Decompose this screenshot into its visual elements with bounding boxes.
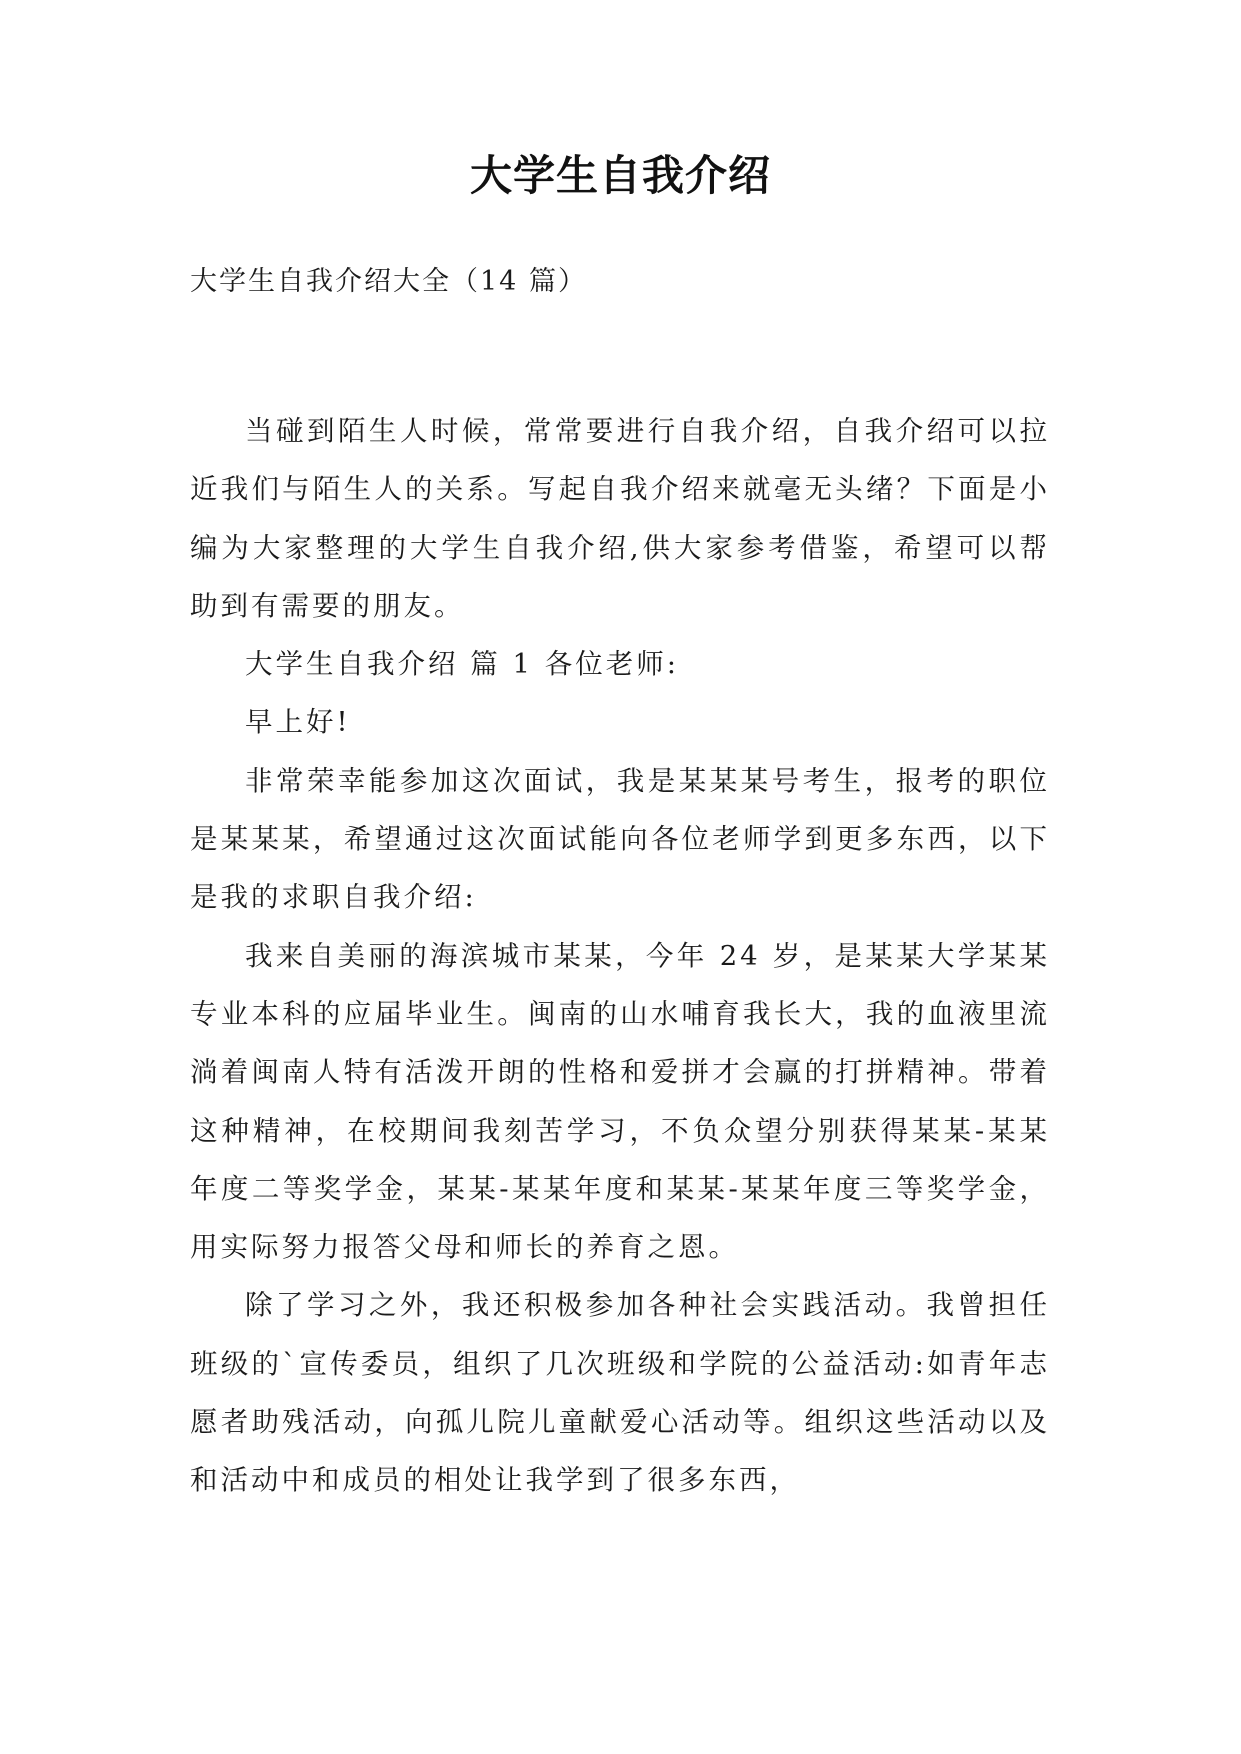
paragraph-background: 我来自美丽的海滨城市某某，今年 24 岁，是某某大学某某专业本科的应届毕业生。闽南的山水哺育我长大，我的血液里流淌着闽南人特有活泼开朗的性格和爱拼才会赢的打拼精神。带着这种精神，在校期间我刻苦学习，不负众望分别获得某某-某某年度二等奖学金，某某-某某年度和某某-某某年度三等奖学金，用实际努力报答父母和师长的养育之恩。 xyxy=(190,939,1050,1264)
paragraph-activities: 除了学习之外，我还积极参加各种社会实践活动。我曾担任班级的`宣传委员，组织了几次班级和学院的公益活动:如青年志愿者助残活动，向孤儿院儿童献爱心活动等。组织这些活动以及和活动中和成员的相处让我学到了很多东西， xyxy=(190,1289,1050,1497)
paragraph-section-heading: 大学生自我介绍 篇 1 各位老师: xyxy=(245,648,679,681)
paragraph-greeting: 早上好! xyxy=(245,706,351,739)
paragraph-opening: 非常荣幸能参加这次面试，我是某某某号考生，报考的职位是某某某，希望通过这次面试能向各位老师学到更多东西，以下是我的求职自我介绍: xyxy=(190,764,1050,914)
document-subtitle: 大学生自我介绍大全（14 篇） xyxy=(190,266,587,297)
document-body xyxy=(190,402,1050,1510)
paragraph-intro: 当碰到陌生人时候，常常要进行自我介绍，自我介绍可以拉近我们与陌生人的关系。写起自我介绍来就毫无头绪？下面是小编为大家整理的大学生自我介绍,供大家参考借鉴，希望可以帮助到有需要的朋友。 xyxy=(190,415,1050,622)
document-title: 大学生自我介绍 xyxy=(469,151,771,200)
